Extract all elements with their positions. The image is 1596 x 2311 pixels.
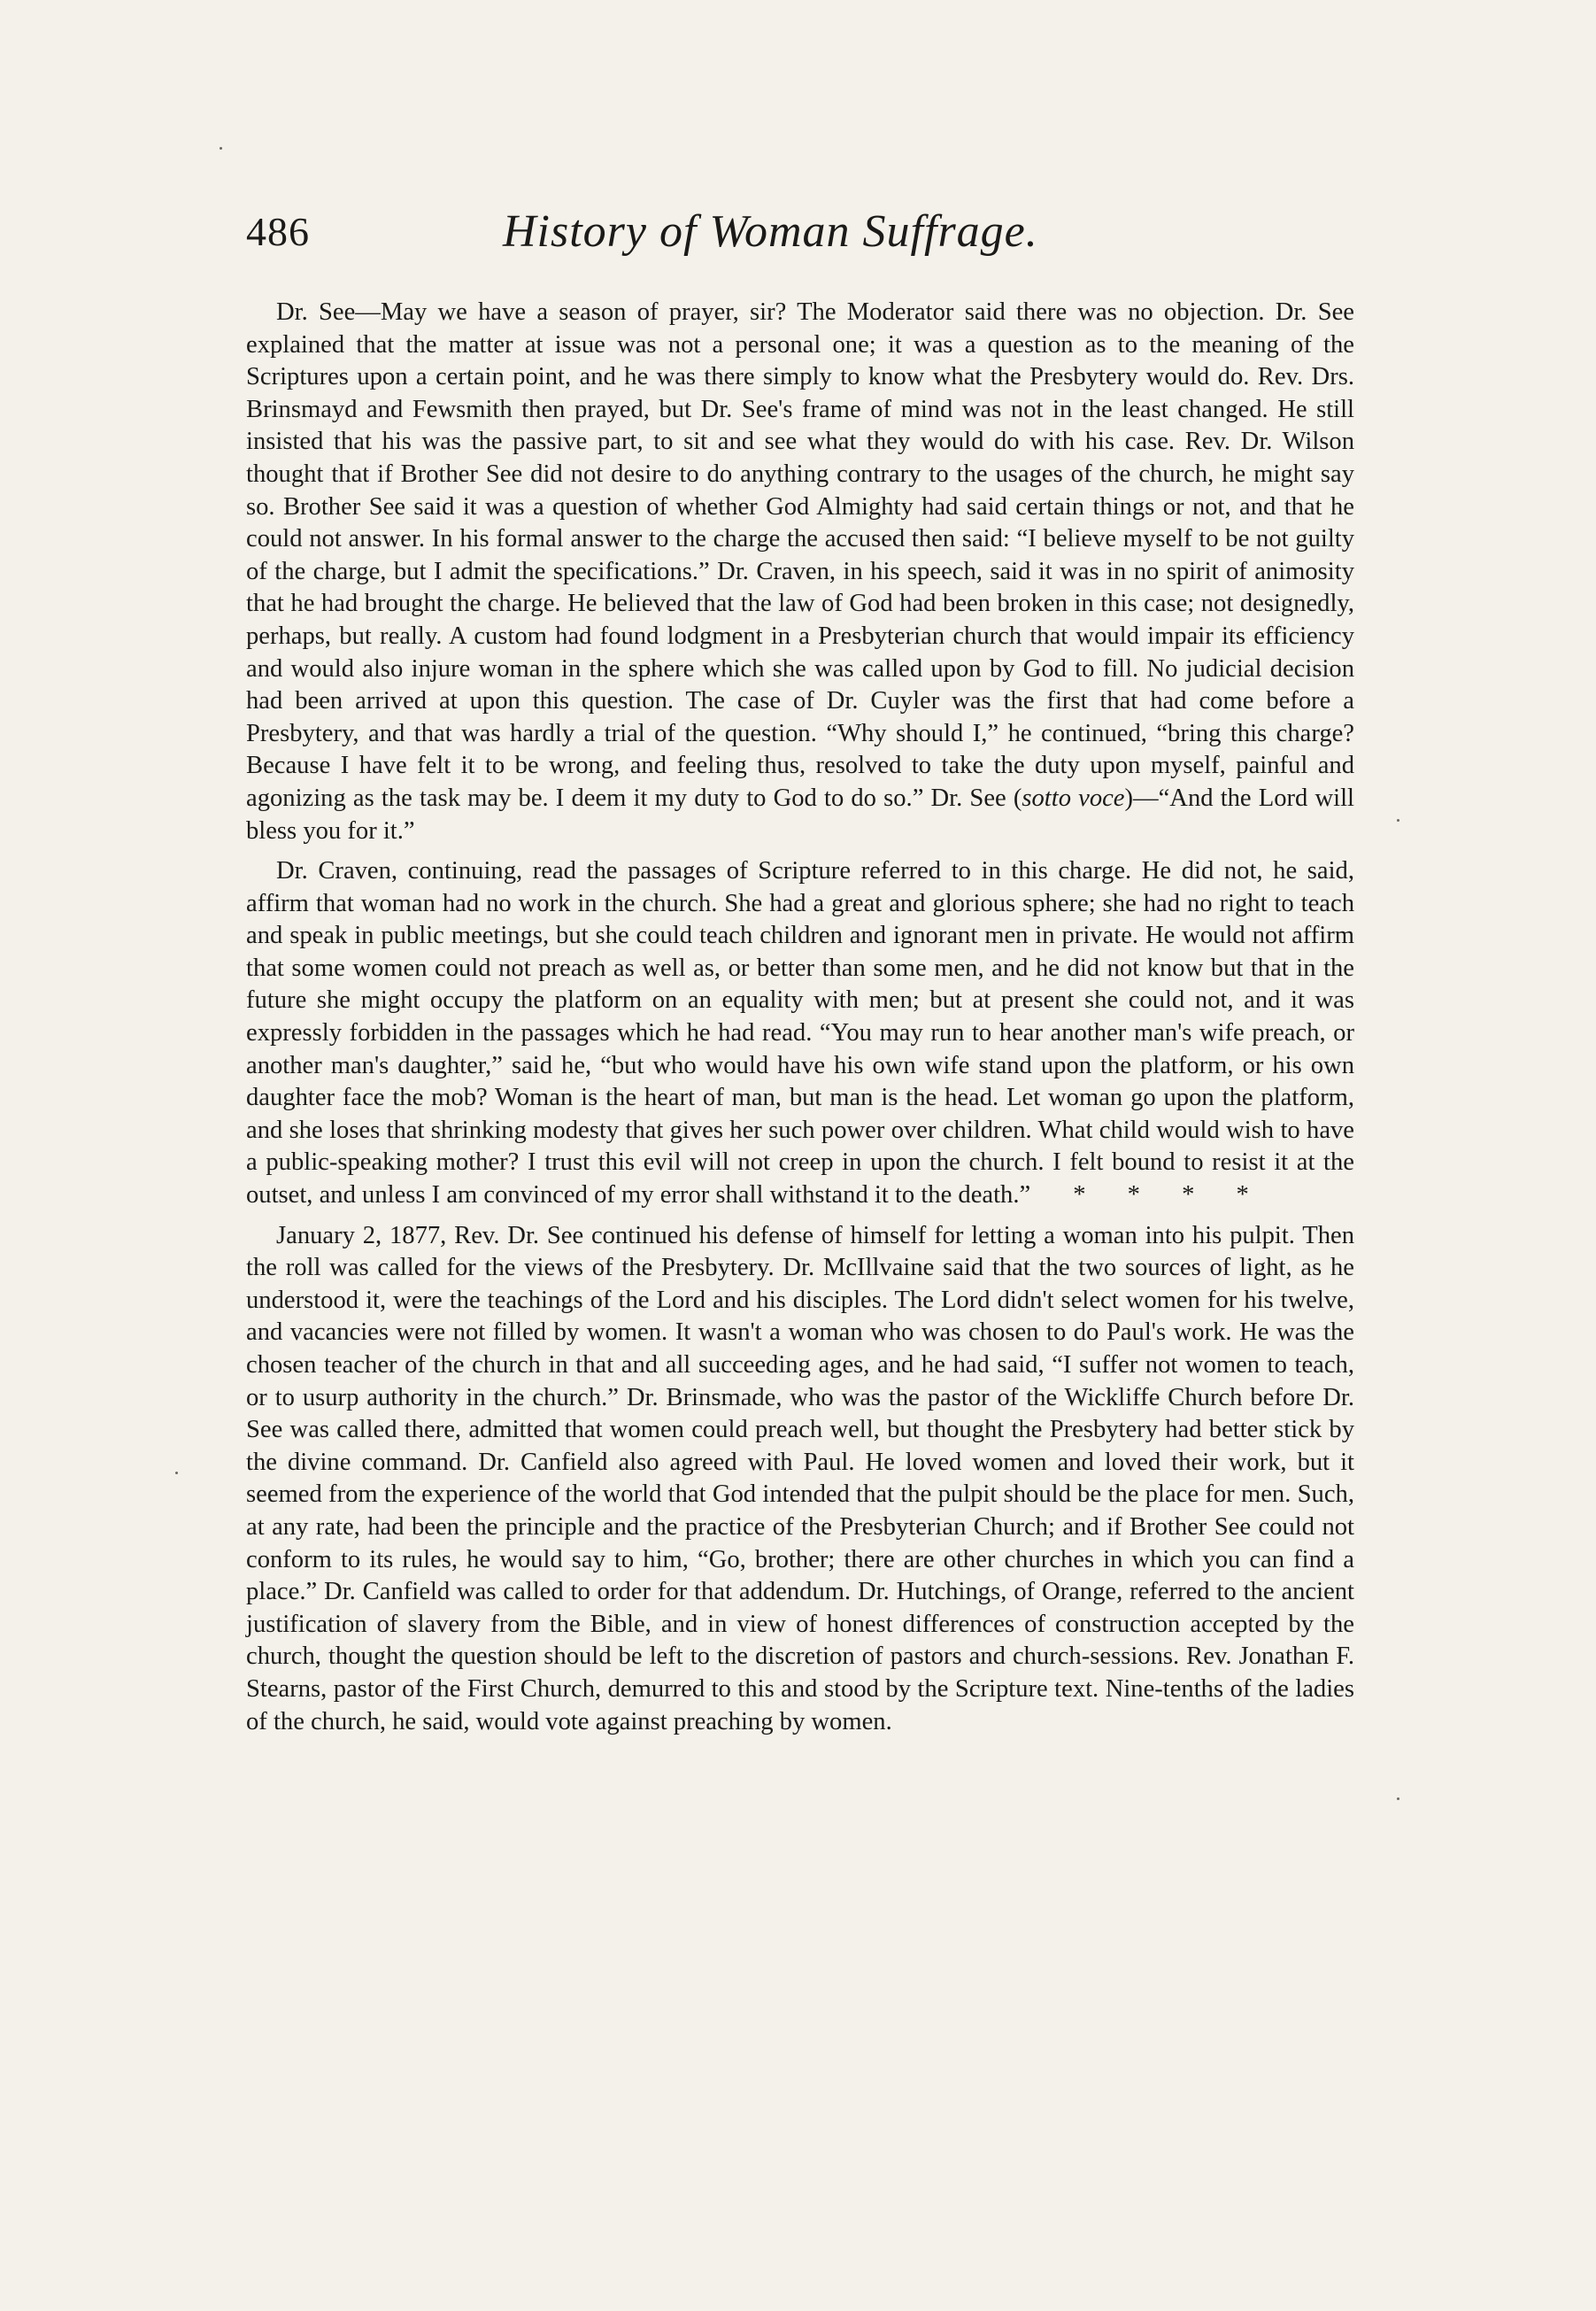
paragraph-text: )—“And the Lord will bless you for it.”	[246, 784, 1354, 845]
paper-speck	[220, 147, 222, 150]
section-break-asterisks: * * * *	[1073, 1181, 1249, 1210]
italic-phrase: sotto voce	[1022, 784, 1125, 812]
page-number: 486	[246, 209, 310, 254]
paper-speck	[1397, 1797, 1399, 1800]
running-title: History of Woman Suffrage.	[503, 206, 1038, 257]
paragraph-text: Dr. Craven, continuing, read the passages of Scripture referred to in this charge. He did not, he said, affirm that woman had no work in the church. She had a great and glorious sphere; she had no right to teach and speak in public meetings, but she could teach children and ignorant men in private. He would not affirm that some women could not preach as well as, or better than some men, and he did not know but that in the future she might occupy the platform on an equality with men; but at present she could not, and it was expressly forbidden in the passages which he had read. “You may run to hear another man's wife preach, or another man's daughter,” said he, “but who would have his own wife stand upon the platform, or his own daughter face the mob? Woman is the heart of man, but man is the head. Let woman go upon the platform, and she loses that shrinking modesty that gives her such power over children. What child would wish to have a public-speaking mother? I trust this evil will not creep in upon the church. I felt bound to resist it at the outset, and unless I am convinced of my error shall withstand it to the death.”	[246, 857, 1354, 1210]
paragraph	[246, 855, 1354, 1212]
paragraph-text: Dr. See—May we have a season of prayer, sir? The Moderator said there was no objection. Dr. See explained that the matter at issue was not a personal one; it was a question as to the meaning of the Scriptures upon a certain point, and he was there simply to know what the Presbytery would do. Rev. Drs. Brinsmayd and Fewsmith then prayed, but Dr. See's frame of mind was not in the least changed. He still insisted that his was the passive part, to sit and see what they would do with his case. Rev. Dr. Wilson thought that if Brother See did not desire to do anything contrary to the usages of the church, he might say so. Brother See said it was a question of whether God Almighty had said certain things or not, and that he could not answer. In his formal answer to the charge the accused then said: “I believe myself to be not guilty of the charge, but I admit the specifications.” Dr. Craven, in his speech, said it was in no spirit of animosity that he had brought the charge. He believed that the law of God had been broken in this case; not designedly, perhaps, but really. A custom had found lodgment in a Presbyterian church that would impair its efficiency and would also injure woman in the sphere which she was called upon by God to fill. No judicial decision had been arrived at upon this question. The case of Dr. Cuyler was the first that had come before a Presbytery, and that was hardly a trial of the question. “Why should I,” he continued, “bring this charge? Because I have felt it to be wrong, and feeling thus, resolved to take the duty upon myself, painful and agonizing as the task may be. I deem it my duty to God to do so.” Dr. See (	[246, 298, 1354, 812]
page-header	[246, 205, 1357, 267]
paper-speck	[175, 1472, 178, 1474]
body-text	[246, 297, 1354, 1738]
paragraph	[246, 297, 1354, 847]
paragraph-text: January 2, 1877, Rev. Dr. See continued his defense of himself for letting a woman into his pulpit. Then the roll was called for the views of the Presbytery. Dr. McIllvaine said that the two sources of light, as he understood it, were the teachings of the Lord and his disciples. The Lord didn't select women for his twelve, and vacancies were not filled by women. It wasn't a woman who was chosen to do Paul's work. He was the chosen teacher of the church in that and all succeeding ages, and he had said, “I suffer not women to teach, or to usurp authority in the church.” Dr. Brinsmade, who was the pastor of the Wickliffe Church before Dr. See was called there, admitted that women could preach well, but thought the Presbytery had better stick by the divine command. Dr. Canfield also agreed with Paul. He loved women and loved their work, but it seemed from the experience of the world that God intended that the pulpit should be the place for men. Such, at any rate, had been the principle and the practice of the Presbyterian Church; and if Brother See could not conform to its rules, he would say to him, “Go, brother; there are other churches in which you can find a place.” Dr. Canfield was called to order for that addendum. Dr. Hutchings, of Orange, referred to the ancient justification of slavery from the Bible, and in view of honest differences of construction accepted by the church, thought the question should be left to the discretion of pastors and church-sessions. Rev. Jonathan F. Stearns, pastor of the First Church, demurred to this and stood by the Scripture text. Nine-tenths of the ladies of the church, he said, would vote against preaching by women.	[246, 1221, 1354, 1735]
paragraph	[246, 1220, 1354, 1739]
paper-speck	[1397, 819, 1399, 822]
